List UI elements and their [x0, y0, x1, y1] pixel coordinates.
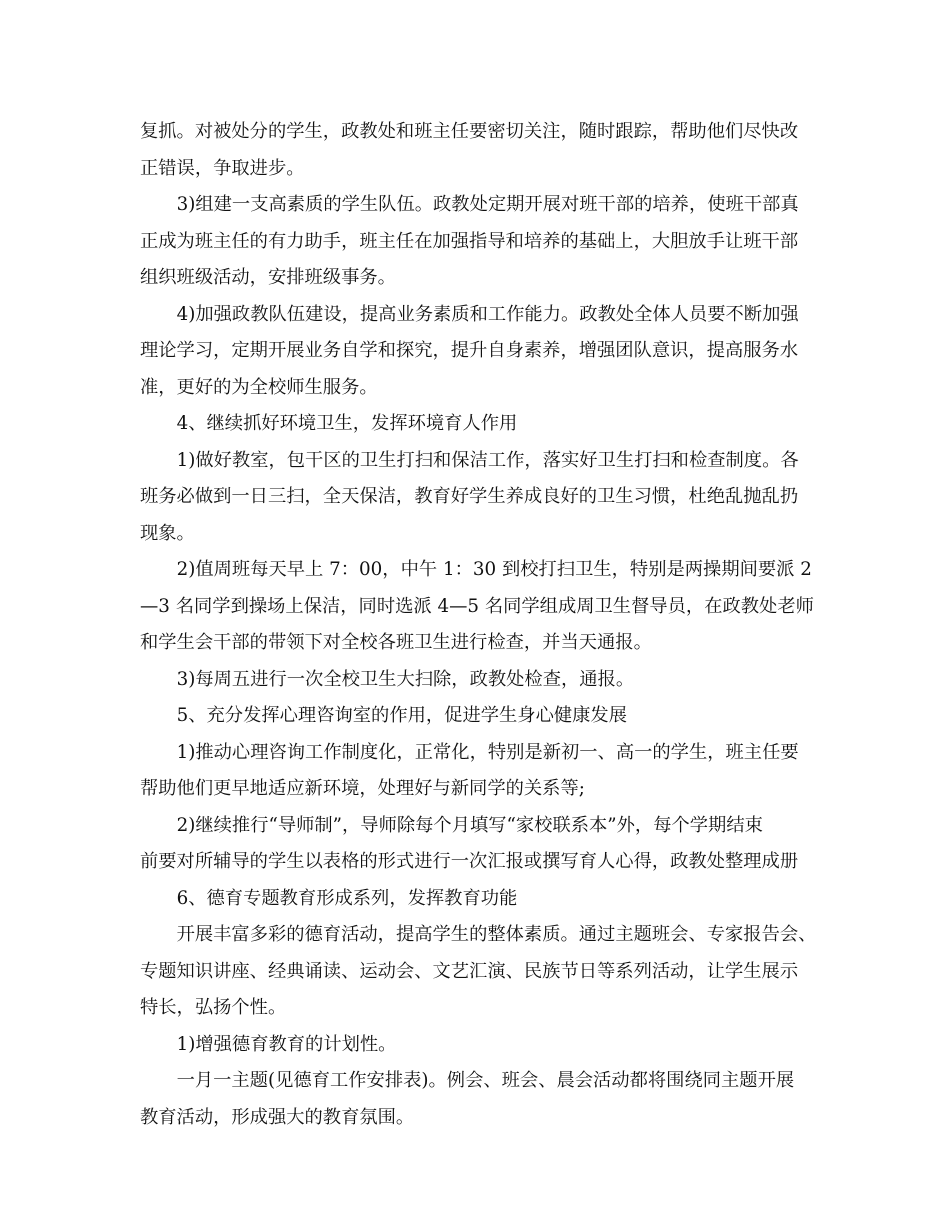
paragraph-13: 1)增强德育教育的计划性。 [176, 1033, 397, 1055]
paragraph-12: 开展丰富多彩的德育活动，提高学生的整体素质。通过主题班会、专家报告会、 专题知识讲座、经典诵读、运动会、文艺汇演、民族节日等系列活动，让学生展示 特长，弘扬个性。 [140, 924, 817, 1018]
section-heading-6: 6、德育专题教育形成系列，发挥教育功能 [176, 887, 518, 909]
section-heading-5: 5、充分发挥心理咨询室的作用，促进学生身心健康发展 [176, 705, 627, 726]
document-body [140, 114, 830, 1136]
paragraph-7: 3)每周五进行一次全校卫生大扫除，政教处检查，通报。 [176, 668, 635, 690]
paragraph-1: 复抓。对被处分的学生，政教处和班主任要密切关注，随时跟踪，帮助他们尽快改 正错误，争取进步。 [140, 121, 799, 179]
paragraph-5: 1)做好教室，包干区的卫生打扫和保洁工作，落实好卫生打扫和检查制度。各 班务必做到一日三扫，全天保洁，教育好学生养成良好的卫生习惯，杜绝乱抛乱扔 现象。 [140, 449, 799, 544]
paragraph-9: 1)推动心理咨询工作制度化，正常化，特别是新初一、高一的学生，班主任要 帮助他们更早地适应新环境，处理好与新同学的关系等; [140, 741, 799, 799]
paragraph-14: 一月一主题(见德育工作安排表)。例会、班会、晨会活动都将围绕同主题开展 教育活动，形成强大的教育氛围。 [140, 1070, 795, 1128]
paragraph-6: 2)值周班每天早上 7：00，中午 1：30 到校打扫卫生，特别是两操期间要派 2 —3 名同学到操场上保洁，同时选派 4—5 名同学组成周卫生督导员，在政教处老师 和学生会干部的带领下对全校各班卫生进行检查，并当天通报。 [140, 559, 814, 653]
paragraph-2: 3)组建一支高素质的学生队伍。政教处定期开展对班干部的培养，使班干部真 正成为班主任的有力助手，班主任在加强指导和培养的基础上，大胆放手让班干部 组织班级活动，安排班级事务。 [140, 194, 799, 288]
paragraph-10: 2)继续推行“导师制”，导师除每个月填写“家校联系本”外，每个学期结束 前要对所辅导的学生以表格的形式进行一次汇报或撰写育人心得，政教处整理成册 [140, 814, 799, 872]
section-heading-4: 4、继续抓好环境卫生，发挥环境育人作用 [176, 413, 518, 434]
paragraph-3: 4)加强政教队伍建设，提高业务素质和工作能力。政教处全体人员要不断加强 理论学习，定期开展业务自学和探究，提升自身素养，增强团队意识，提高服务水 准，更好的为全校师生服务。 [140, 303, 799, 398]
